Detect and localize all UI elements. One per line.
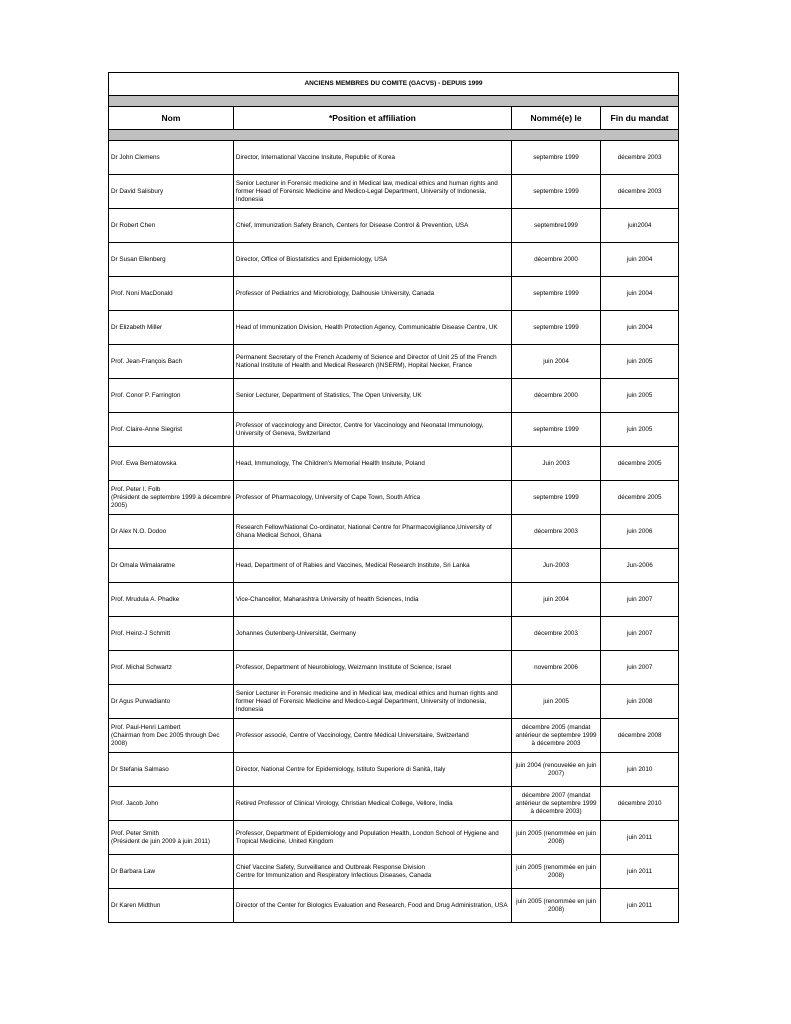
member-appointed-cell: septembre 1999: [511, 175, 600, 209]
member-name-cell: Dr David Salisbury: [109, 175, 233, 209]
member-end-cell: décembre 2003: [601, 175, 678, 209]
member-end-cell: juin2004: [601, 209, 678, 243]
member-name-cell: Prof. Ewa Bernatowska: [109, 447, 233, 481]
member-appointed-cell: juin 2005 (renommée en juin 2008): [511, 855, 600, 889]
table-row: [109, 617, 678, 651]
header-name: Nom: [109, 107, 233, 130]
members-table-sheet: [108, 72, 679, 923]
member-name-cell: Prof. Michal Schwartz: [109, 651, 233, 685]
gray-separator-top: [109, 96, 678, 107]
member-name-cell: Dr Robert Chen: [109, 209, 233, 243]
member-position-cell: Professor, Department of Neurobiology, Weizmann Institute of Science, Israel: [233, 651, 511, 685]
member-appointed-cell: juin 2004: [511, 345, 600, 379]
table-row: [109, 549, 678, 583]
member-appointed-cell: septembre 1999: [511, 311, 600, 345]
member-name-cell: Prof. Mrudula A. Phadke: [109, 583, 233, 617]
member-appointed-cell: décembre 2000: [511, 243, 600, 277]
member-name-cell: Dr Elizabeth Miller: [109, 311, 233, 345]
member-position-cell: Vice-Chancellor, Maharashtra University of health Sciences, India: [233, 583, 511, 617]
member-name-cell: Dr Alex N.O. Dodoo: [109, 515, 233, 549]
member-position-cell: Chief Vaccine Safety, Surveillance and Outbreak Response Division Centre for Immunization and Respiratory Infectious Diseases, Canada: [233, 855, 511, 889]
member-position-cell: Johannes Gutenberg-Universität, Germany: [233, 617, 511, 651]
member-name-cell: Prof. Heinz-J Schmitt: [109, 617, 233, 651]
table-row: [109, 141, 678, 175]
member-position-cell: Chief, Immunization Safety Branch, Centers for Disease Control & Prevention, USA: [233, 209, 511, 243]
table-title: ANCIENS MEMBRES DU COMITE (GACVS) - DEPUIS 1999: [109, 73, 678, 96]
member-appointed-cell: décembre 2005 (mandat antérieur de septembre 1999 à décembre 2003: [511, 719, 600, 753]
member-appointed-cell: décembre 2003: [511, 617, 600, 651]
member-appointed-cell: juin 2005 (renommée en juin 2008): [511, 821, 600, 855]
member-name-cell: Prof. Noni MacDonald: [109, 277, 233, 311]
table-row: [109, 379, 678, 413]
gray-separator-bottom: [109, 130, 678, 141]
member-name-cell: Prof. Paul-Henri Lambert (Chairman from Dec 2005 through Dec 2008): [109, 719, 233, 753]
table-row: [109, 821, 678, 855]
member-end-cell: juin 2004: [601, 311, 678, 345]
table-row: [109, 583, 678, 617]
member-position-cell: Head of Immunization Division, Health Protection Agency, Communicable Disease Centre, UK: [233, 311, 511, 345]
member-name-cell: Prof. Jacob John: [109, 787, 233, 821]
table-row: [109, 685, 678, 719]
member-end-cell: juin 2011: [627, 901, 653, 909]
member-end-cell: juin 2006: [601, 515, 678, 549]
table-row: [109, 719, 678, 753]
member-end-cell: juin 2007: [601, 617, 678, 651]
table-row: [109, 311, 678, 345]
member-position-cell: Professor of Pharmacology, University of Cape Town, South Africa: [233, 481, 511, 515]
member-position-cell: Senior Lecturer in Forensic medicine and in Medical law, medical ethics and human rights and former Head of Forensic Medicine and Medico-Legal Department, University of Indonesia, Indonesia: [233, 685, 511, 719]
member-end-cell: juin 2005: [601, 345, 678, 379]
table-row: [109, 481, 678, 515]
table-row: [109, 651, 678, 685]
member-end-cell: juin 2010: [601, 753, 678, 787]
member-name-cell: Dr Barbara Law: [109, 855, 233, 889]
member-end-cell: décembre 2010: [601, 787, 678, 821]
table-row: [109, 413, 678, 447]
member-position-cell: Professor associé, Centre of Vaccinology, Centre Médical Universitaire, Switzerland: [233, 719, 511, 753]
member-position-cell: Director, Office of Biostatistics and Epidemiology, USA: [233, 243, 511, 277]
member-name-cell: Prof. Peter Smith (Président de juin 2009 à juin 2011): [109, 821, 233, 855]
member-end-cell: juin 2004: [601, 243, 678, 277]
header-end: Fin du mandat: [601, 107, 678, 130]
member-name-cell: Prof. Conor P. Farrington: [109, 379, 233, 413]
member-name-cell: Prof. Jean-François Bach: [109, 345, 233, 379]
member-end-cell: juin 2005: [601, 379, 678, 413]
header-position: *Position et affiliation: [233, 107, 511, 130]
member-position-cell: Retired Professor of Clinical Virology, Christian Medical College, Vellore, India: [233, 787, 511, 821]
member-name-cell: Dr Karen Midthun: [109, 889, 233, 923]
table-row: [109, 175, 678, 209]
member-position-cell: Director, International Vaccine Insitute, Republic of Korea: [233, 141, 511, 175]
member-position-cell: Senior Lecturer in Forensic medicine and in Medical law, medical ethics and human rights and former Head of Forensic Medicine and Medico-Legal Department, University of Indonesia, Indonesia: [233, 175, 511, 209]
member-appointed-cell: septembre 1999: [511, 413, 600, 447]
member-end-cell: juin 2008: [601, 685, 678, 719]
member-position-cell: Permanent Secretary of the French Academy of Science and Director of Unit 25 of the French National Institute of Health and Medical Research (INSERM), Hopital Necker, France: [233, 345, 511, 379]
member-end-cell: juin 2011: [601, 855, 678, 889]
member-appointed-cell: Juin 2003: [511, 447, 600, 481]
member-appointed-cell: juin 2005: [511, 685, 600, 719]
member-end-cell: décembre 2008: [601, 719, 678, 753]
member-position-cell: Professor of Pediatrics and Microbiology, Dalhousie University, Canada: [233, 277, 511, 311]
member-end-cell: Jun-2006: [601, 549, 678, 583]
table-row: [109, 855, 678, 889]
member-appointed-cell: juin 2005 (renommée en juin 2008): [511, 889, 600, 923]
member-appointed-cell: septembre 1999: [511, 277, 600, 311]
member-position-cell: Head, Immunology, The Children's Memorial Health Insitute, Poland: [233, 447, 511, 481]
member-end-cell: juin 2004: [601, 277, 678, 311]
member-appointed-cell: juin 2004 (renouvelée en juin 2007): [511, 753, 600, 787]
member-name-cell: Dr Agus Purwadianto: [109, 685, 233, 719]
table-row: [109, 447, 678, 481]
table-row: [109, 787, 678, 821]
member-appointed-cell: septembre 1999: [511, 481, 600, 515]
member-name-cell: Prof. Peter I. Folb (Président de septembre 1999 à décembre 2005): [109, 481, 233, 515]
member-position-cell: Professor of vaccinology and Director, Centre for Vaccinology and Neonatal Immunology, University of Geneva, Switzerland: [233, 413, 511, 447]
members-table: [109, 107, 678, 922]
member-appointed-cell: juin 2004: [511, 583, 600, 617]
member-end-cell: décembre 2003: [601, 141, 678, 175]
member-end-cell: décembre 2005: [601, 447, 678, 481]
table-row: [109, 243, 678, 277]
member-end-cell: juin 2007: [601, 651, 678, 685]
member-appointed-cell: décembre 2007 (mandat antérieur de septembre 1999 à décembre 2003): [511, 787, 600, 821]
table-row: [109, 889, 678, 923]
member-end-cell: juin 2007: [601, 583, 678, 617]
member-end-cell: juin 2005: [601, 413, 678, 447]
member-appointed-cell: septembre 1999: [511, 141, 600, 175]
member-appointed-cell: novembre 2006: [511, 651, 600, 685]
table-row: [109, 345, 678, 379]
member-position-cell: Professor, Department of Epidemiology and Population Health, London School of Hygiene and Tropical Medicine, United Kingdom: [233, 821, 511, 855]
member-name-cell: Dr Omala Wimalaratne: [109, 549, 233, 583]
member-end-cell: décembre 2005: [601, 481, 678, 515]
member-appointed-cell: décembre 2000: [511, 379, 600, 413]
table-row: [109, 753, 678, 787]
member-position-cell: Head, Department of of Rabies and Vaccines, Medical Research Institute, Sri Lanka: [233, 549, 511, 583]
member-position-cell: Research Fellow/National Co-ordinator, National Centre for Pharmacovigilance,University of Ghana Medical School, Ghana: [233, 515, 511, 549]
header-row: [109, 107, 678, 130]
member-position-cell: Director of the Center for Biologics Evaluation and Research, Food and Drug Administration, USA: [233, 889, 511, 923]
member-name-cell: Prof. Claire-Anne Siegrist: [109, 413, 233, 447]
member-appointed-cell: Jun-2003: [511, 549, 600, 583]
member-position-cell: Director, National Centre for Epidemiology, Istituto Superiore di Sanità, Italy: [233, 753, 511, 787]
member-name-cell: Dr John Clemens: [109, 141, 233, 175]
table-row: [109, 209, 678, 243]
table-row: [109, 277, 678, 311]
member-name-cell: Dr Stefania Salmaso: [109, 753, 233, 787]
member-name-cell: Dr Susan Ellenberg: [109, 243, 233, 277]
member-position-cell: Senior Lecturer, Department of Statistics, The Open University, UK: [233, 379, 511, 413]
member-appointed-cell: décembre 2003: [511, 515, 600, 549]
header-appointed: Nommé(e) le: [511, 107, 600, 130]
member-end-cell: juin 2011: [601, 821, 678, 855]
table-body: [109, 141, 678, 923]
member-appointed-cell: septembre1999: [511, 209, 600, 243]
table-row: [109, 515, 678, 549]
